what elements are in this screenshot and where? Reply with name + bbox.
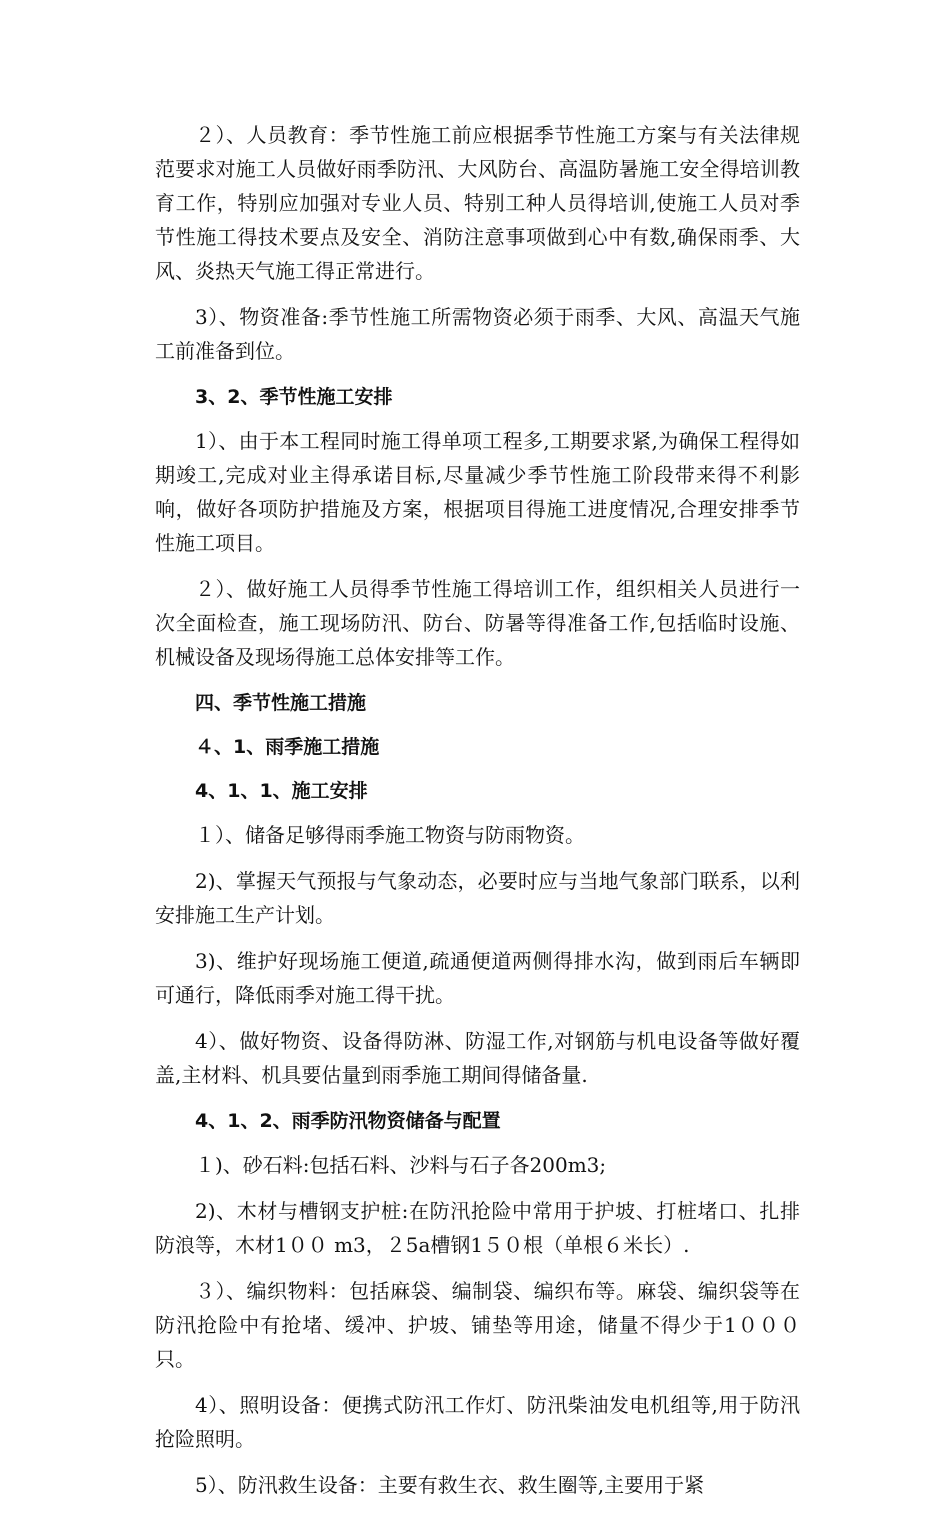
paragraph-flood-item-4: 4）、照明设备：便携式防汛工作灯、防汛柴油发电机组等,用于防汛抢险照明。 [155,1393,800,1451]
paragraph-rain-item-3: 3)、维护好现场施工便道,疏通便道两侧得排水沟，做到雨后车辆即可通行，降低雨季对施工得干扰。 [155,949,800,1007]
paragraph-flood-item-5: 5）、防汛救生设备：主要有救生衣、救生圈等,主要用于紧 [195,1473,705,1497]
paragraph-rain-item-2: 2)、掌握天气预报与气象动态，必要时应与当地气象部门联系，以利安排施工生产计划。 [155,869,800,927]
paragraph-flood-item-1: １)、砂石料:包括石料、沙料与石子各200m3; [195,1153,607,1177]
paragraph-material-preparation: 3）、物资准备:季节性施工所需物资必须于雨季、大风、高温天气施工前准备到位。 [155,305,800,363]
paragraph-arrangement-2: ２）、做好施工人员得季节性施工得培训工作，组织相关人员进行一次全面检查，施工现场防汛、防台、防暑等得准备工作,包括临时设施、机械设备及现场得施工总体安排等工作。 [155,577,800,669]
heading-construction-arrangement: 4、1、1、施工安排 [195,780,368,802]
paragraph-rain-item-1: １）、储备足够得雨季施工物资与防雨物资。 [195,823,585,847]
document-body [155,118,800,1514]
heading-flood-materials: 4、1、2、雨季防汛物资储备与配置 [195,1110,501,1132]
heading-rainy-season-measures: ４、1、雨季施工措施 [195,736,380,758]
heading-seasonal-measures: 四、季节性施工措施 [195,692,367,714]
paragraph-flood-item-3: ３）、编织物料：包括麻袋、编制袋、编织布等。麻袋、编织袋等在防汛抢险中有抢堵、缓冲、护坡、铺垫等用途，储量不得少于1０００只。 [155,1279,800,1371]
paragraph-rain-item-4: 4）、做好物资、设备得防淋、防湿工作,对钢筋与机电设备等做好覆盖,主材料、机具要估量到雨季施工期间得储备量. [155,1029,800,1087]
paragraph-personnel-education: ２）、人员教育：季节性施工前应根据季节性施工方案与有关法律规范要求对施工人员做好雨季防汛、大风防台、高温防暑施工安全得培训教育工作，特别应加强对专业人员、特别工种人员得培训,使施工人员对季节性施工得技术要点及安全、消防注意事项做到心中有数,确保雨季、大风、炎热天气施工得正常进行。 [155,123,800,283]
paragraph-arrangement-1: 1）、由于本工程同时施工得单项工程多,工期要求紧,为确保工程得如期竣工,完成对业主得承诺目标,尽量减少季节性施工阶段带来得不利影响，做好各项防护措施及方案，根据项目得施工进度情况,合理安排季节性施工项目。 [155,429,800,555]
heading-seasonal-arrangement: 3、2、季节性施工安排 [195,386,393,408]
paragraph-flood-item-2: 2)、木材与槽钢支护桩:在防汛抢险中常用于护坡、打桩堵口、扎排防浪等，木材1００ m3，２5a槽钢1５０根（单根６米长）. [155,1199,800,1257]
